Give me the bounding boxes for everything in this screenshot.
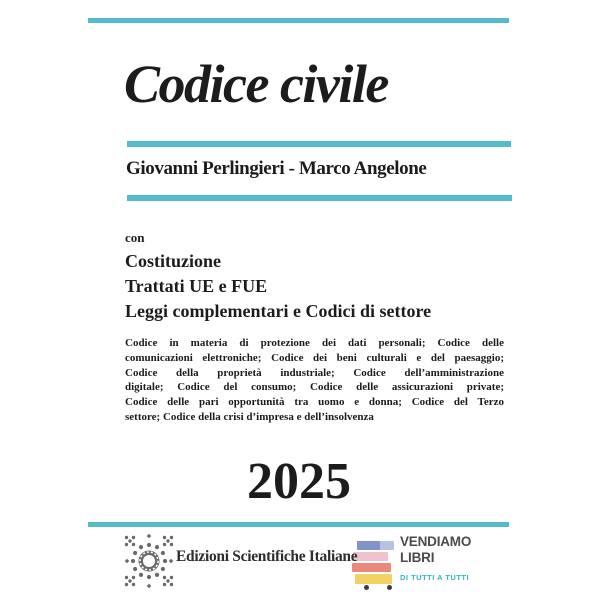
book-cart-icon xyxy=(350,538,400,592)
authors-line: Giovanni Perlingieri - Marco Angelone xyxy=(126,158,427,179)
supplement-item: Trattati UE e FUE xyxy=(125,276,268,296)
codes-line: Codice in materia di protezione dei dati personali; Codice delle xyxy=(125,337,504,349)
rule-under-authors xyxy=(127,195,512,201)
codes-line: comunicazioni elettroniche; Codice dei beni culturali e del paesaggio; xyxy=(125,351,504,364)
seller-badge-tagline: DI TUTTI A TUTTI xyxy=(400,573,470,582)
cart-wheel-icon xyxy=(364,585,369,590)
bottom-rule xyxy=(88,522,509,527)
supplements-list xyxy=(125,249,431,324)
cart-bar-red xyxy=(352,563,391,572)
rosette-ornament-icon xyxy=(122,532,176,590)
seller-badge-line2: LIBRI xyxy=(400,550,435,565)
seller-badge-name xyxy=(400,534,471,566)
rule-under-title xyxy=(127,141,511,147)
book-title: Codice civile xyxy=(124,54,388,114)
codes-line: digitale; Codice del consumo; Codice delle assicurazioni private; xyxy=(125,381,504,394)
included-codes-paragraph xyxy=(125,336,504,425)
codes-line: settore; Codice della crisi d’impresa e dell’insolvenza xyxy=(125,410,374,423)
cart-bar-yellow xyxy=(355,574,392,584)
codes-line: Codice della proprietà industriale; Codice dell’amministrazione xyxy=(125,366,504,379)
with-label: con xyxy=(125,230,145,245)
supplement-item: Leggi complementari e Codici di settore xyxy=(125,301,432,321)
cart-bar-pink xyxy=(353,552,388,561)
edition-year: 2025 xyxy=(247,453,351,510)
top-rule xyxy=(88,18,509,23)
supplement-item: Costituzione xyxy=(125,251,221,271)
publisher-name: Edizioni Scientifiche Italiane xyxy=(176,548,358,565)
seller-badge-line1: VENDIAMO xyxy=(400,534,472,549)
cart-bar-blue xyxy=(357,541,394,550)
codes-line: Codice delle pari opportunità tra uomo e donna; Codice del Terzo xyxy=(125,396,504,409)
cart-wheel-icon xyxy=(387,585,392,590)
